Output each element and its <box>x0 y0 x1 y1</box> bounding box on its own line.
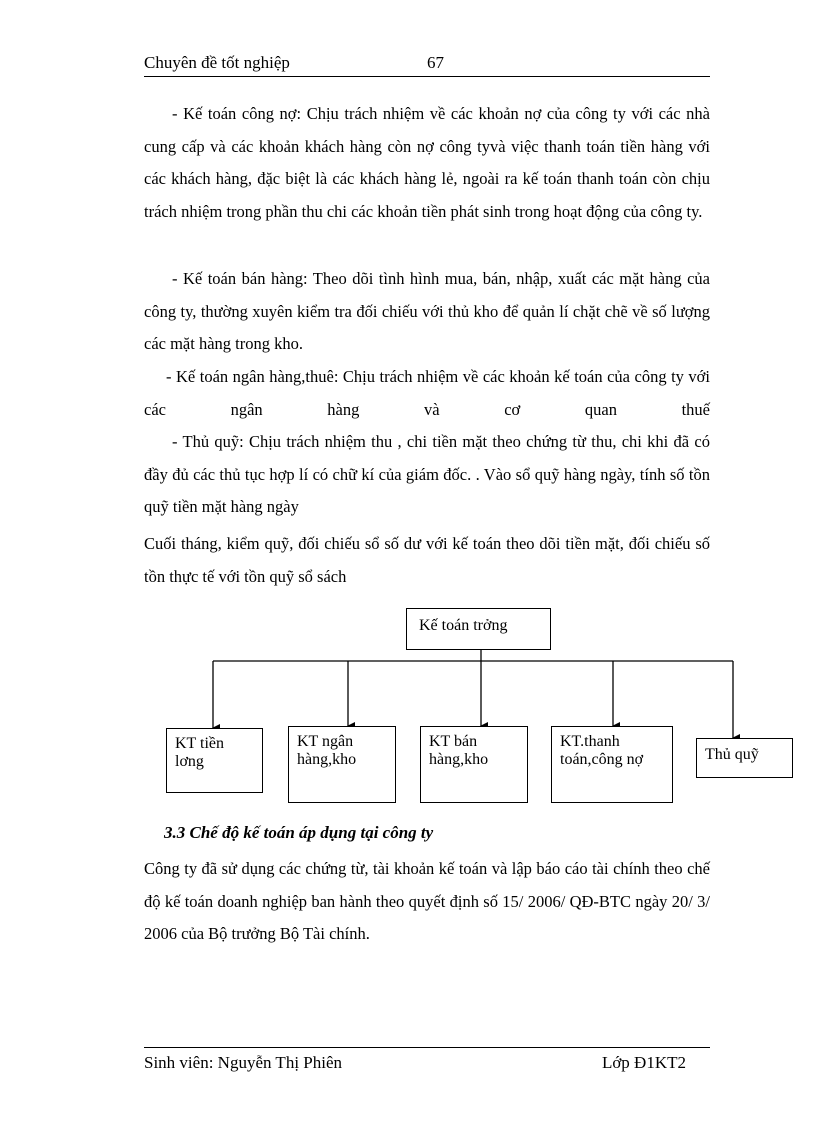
document-title: Chuyên đề tốt nghiệp <box>144 53 290 72</box>
org-box-kt-thanh-toan-cong-no: KT.thanh toán,công nợ <box>551 726 673 803</box>
class-code: Lớp Đ1KT2 <box>601 1053 686 1072</box>
page-footer <box>144 1047 710 1076</box>
page-header <box>144 50 710 77</box>
org-box-kt-ngan-hang-kho: KT ngân hàng,kho <box>288 726 396 803</box>
section-heading: 3.3 Chế độ kế toán áp dụng tại công ty <box>164 823 434 842</box>
paragraph-cuoi-thang: Cuối tháng, kiểm quỹ, đối chiếu sổ số dư với kế toán theo dõi tiền mặt, đối chiếu số tồn thực tế với tồn quỹ sổ sách <box>144 534 710 586</box>
paragraph-ke-toan-ngan-hang: - Kế toán ngân hàng,thuê: Chịu trách nhiệm về các khoản kế toán của công ty với các ngân hàng và cơ quan thuế <box>144 367 710 419</box>
paragraph-thu-quy: - Thủ quỹ: Chịu trách nhiệm thu , chi tiền mặt theo chứng từ thu, chi khi đã có đầy đủ các thủ tục hợp lí có chữ kí của giám đốc. . Vào sổ quỹ hàng ngày, tính số tồn quỹ tiền mặt hàng ngày <box>144 432 710 516</box>
page-number: 67 <box>427 53 444 72</box>
section-body: Công ty đã sử dụng các chứng từ, tài khoản kế toán và lập báo cáo tài chính theo chế độ kế toán doanh nghiệp ban hành theo quyết định số 15/ 2006/ QĐ-BTC ngày 20/ 3/ 2006 của Bộ trưởng Bộ Tài chính. <box>144 859 710 943</box>
org-box-thu-quy: Thủ quỹ <box>696 738 793 778</box>
paragraph-ke-toan-ban-hang: - Kế toán bán hàng: Theo dõi tình hình mua, bán, nhập, xuất các mặt hàng của công ty, thường xuyên kiểm tra đối chiếu với thủ kho để quản lí chặt chẽ về số lượng các mặt hàng trong kho. <box>144 269 710 353</box>
student-name: Sinh viên: Nguyễn Thị Phiên <box>144 1053 343 1072</box>
paragraph-ke-toan-cong-no: - Kế toán công nợ: Chịu trách nhiệm về các khoản nợ của công ty với các nhà cung cấp và các khoản khách hàng còn nợ công tyvà việc thanh toán tiền hàng với các khách hàng, đặc biệt là các khách hàng lẻ, ngoài ra kế toán thanh toán còn chịu trách nhiệm trong phần thu chi các khoản tiền phát sinh trong hoạt động của công ty. <box>144 104 710 221</box>
org-box-ke-toan-truong: Kế toán trởng <box>406 608 551 650</box>
org-box-kt-tien-luong: KT tiền lơng <box>166 728 263 793</box>
org-box-kt-ban-hang-kho: KT bán hàng,kho <box>420 726 528 803</box>
